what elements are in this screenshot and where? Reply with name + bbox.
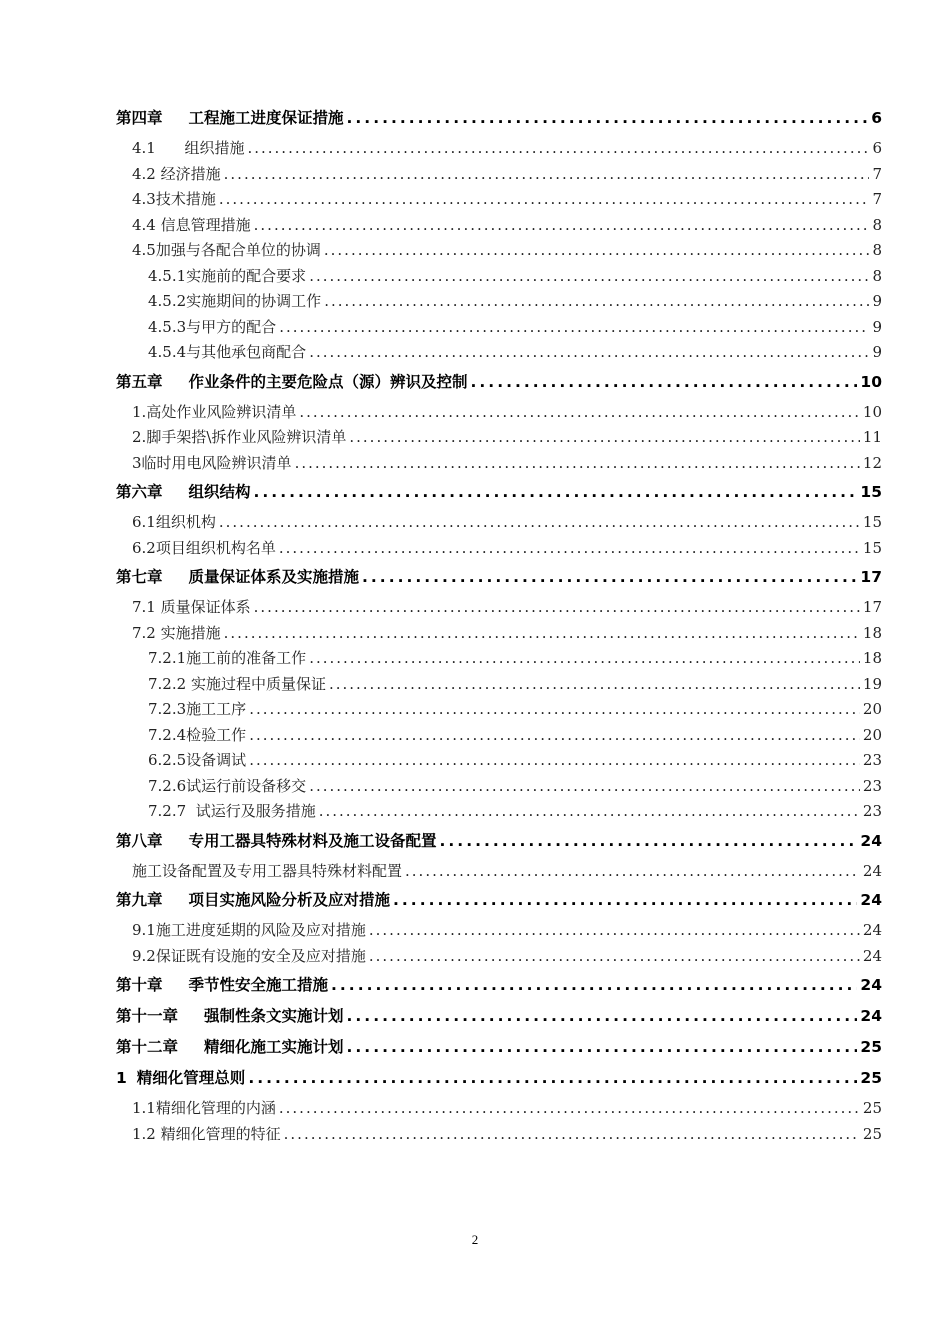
- dot-leader: [319, 799, 860, 825]
- dot-leader: [347, 105, 869, 132]
- toc-entry-title: [132, 510, 216, 536]
- dot-leader: [284, 1122, 860, 1148]
- toc-entry-number: 6.2: [132, 538, 156, 557]
- toc-chapter-entry[interactable]: [116, 828, 882, 855]
- dot-leader: [249, 723, 860, 749]
- toc-entry-number: 第九章: [116, 891, 163, 909]
- toc-entry-title: [116, 479, 251, 506]
- toc-section-entry[interactable]: [116, 799, 882, 825]
- dot-leader: [440, 828, 858, 855]
- toc-entry-text: 质量保证体系: [155, 598, 251, 616]
- toc-entry-title: [116, 564, 359, 591]
- toc-entry-title: [148, 340, 306, 366]
- toc-entry-number: 4.3: [132, 190, 156, 208]
- toc-page-number: 20: [862, 700, 882, 718]
- dot-leader: [249, 697, 860, 723]
- toc-entry-title: [132, 918, 366, 944]
- dot-leader: [254, 213, 870, 239]
- toc-chapter-entry[interactable]: [116, 564, 882, 591]
- dot-leader: [349, 425, 860, 451]
- toc-entry-text: 精细化管理的特征: [155, 1124, 281, 1143]
- toc-entry-number: 第四章: [116, 109, 163, 127]
- dot-leader: [279, 536, 860, 562]
- toc-page-number: 25: [862, 1124, 882, 1143]
- toc-entry-text: 与甲方的配合: [186, 317, 277, 336]
- toc-entry-text: 保证既有设施的安全及应对措施: [155, 946, 366, 965]
- toc-page-number: 8: [872, 266, 882, 285]
- toc-entry-title: [116, 1065, 245, 1092]
- toc-entry-title: [132, 425, 346, 451]
- toc-entry-number: 1.2: [132, 1124, 156, 1143]
- page-number: 2: [471, 1232, 479, 1247]
- toc-entry-title: [148, 774, 306, 800]
- toc-entry-text: 检验工作: [186, 725, 247, 744]
- dot-leader: [362, 564, 857, 591]
- dot-leader: [471, 369, 858, 396]
- toc-section-entry[interactable]: [116, 595, 882, 621]
- toc-entry-number: 6.2.5: [148, 751, 187, 769]
- toc-page-number: 15: [860, 483, 882, 501]
- toc-entry-number: 4.5.2: [148, 292, 187, 310]
- toc-entry-text: 高处作业风险辨识清单: [146, 402, 297, 421]
- toc-entry-number: 1.1: [132, 1099, 156, 1117]
- toc-section-entry[interactable]: [116, 136, 882, 162]
- toc-entry-title: [148, 799, 316, 825]
- toc-entry-number: 7.2.3: [148, 700, 187, 718]
- toc-page-number: 17: [860, 568, 882, 586]
- toc-chapter-entry[interactable]: [116, 479, 882, 506]
- toc-entry-number: 第八章: [116, 831, 163, 850]
- toc-page-number: 6: [871, 109, 882, 127]
- toc-entry-text: 试运行前设备移交: [186, 776, 307, 795]
- toc-entry-title: [132, 1096, 276, 1122]
- toc-entry-title: [132, 213, 251, 239]
- dot-leader: [299, 400, 860, 426]
- toc-page-number: 8: [872, 215, 882, 234]
- toc-entry-title: [132, 136, 244, 162]
- toc-entry-text: 精细化施工实施计划: [204, 1038, 344, 1056]
- toc-entry-number: 9.2: [132, 946, 156, 965]
- dot-leader: [247, 136, 869, 162]
- toc-section-entry[interactable]: [116, 672, 882, 698]
- toc-page-number: 9: [872, 317, 882, 336]
- toc-entry-text: 作业条件的主要危险点（源）辨识及控制: [188, 372, 468, 391]
- toc-page-number: 25: [862, 1099, 882, 1117]
- toc-entry-title: [148, 289, 321, 315]
- toc-chapter-entry[interactable]: [116, 972, 882, 999]
- toc-section-entry[interactable]: [116, 859, 882, 885]
- toc-section-entry[interactable]: [116, 918, 882, 944]
- toc-entry-text: 组织结构: [188, 483, 251, 501]
- toc-entry-title: [116, 369, 468, 396]
- toc-section-entry[interactable]: [116, 621, 882, 647]
- toc-entry-title: [116, 1003, 344, 1030]
- dot-leader: [295, 451, 860, 477]
- toc-page-number: 10: [860, 372, 882, 391]
- toc-section-entry[interactable]: [116, 774, 882, 800]
- toc-entry-number: 第六章: [116, 483, 163, 501]
- toc-entry-number: 4.5.3: [148, 317, 187, 336]
- toc-entry-text: 与其他承包商配合: [186, 343, 307, 361]
- toc-page-number: 7: [872, 190, 882, 208]
- dot-leader: [219, 187, 870, 213]
- toc-section-entry[interactable]: [116, 510, 882, 536]
- toc-entry-number: 4.5.1: [148, 266, 187, 285]
- toc-section-entry[interactable]: [116, 162, 882, 188]
- toc-entry-text: 经济措施: [155, 164, 221, 183]
- dot-leader: [248, 1065, 857, 1092]
- toc-entry-number: 4.4: [132, 215, 156, 234]
- toc-page-number: 24: [862, 921, 882, 939]
- toc-section-entry[interactable]: [116, 451, 882, 477]
- toc-page-number: 18: [862, 623, 882, 642]
- toc-entry-number: 7.2.2: [148, 674, 187, 693]
- toc-entry-text: 信息管理措施: [155, 215, 251, 234]
- toc-entry-number: 第十一章: [116, 1007, 179, 1025]
- toc-entry-number: 4.5.4: [148, 343, 187, 361]
- toc-entry-title: [132, 859, 402, 885]
- toc-entry-text: 强制性条文实施计划: [204, 1007, 344, 1025]
- toc-section-entry[interactable]: [116, 400, 882, 426]
- toc-section-entry[interactable]: [116, 1122, 882, 1148]
- dot-leader: [249, 748, 860, 774]
- toc-page-number: 20: [862, 725, 882, 744]
- dot-leader: [224, 162, 870, 188]
- toc-entry-number: 3: [132, 453, 142, 472]
- toc-page-number: 12: [862, 453, 882, 472]
- toc-entry-text: 项目实施风险分析及应对措施: [188, 891, 391, 909]
- toc-section-entry[interactable]: [116, 723, 882, 749]
- dot-leader: [331, 972, 857, 999]
- toc-page-number: 23: [862, 776, 882, 795]
- toc-entry-text: 实施措施: [155, 623, 221, 642]
- toc-entry-text: 临时用电风险辨识清单: [141, 453, 292, 472]
- toc-page-number: 6: [872, 139, 882, 157]
- toc-entry-number: 7.2: [132, 623, 156, 642]
- toc-page-number: 24: [862, 861, 882, 880]
- dot-leader: [279, 315, 869, 341]
- toc-section-entry[interactable]: [116, 213, 882, 239]
- toc-entry-number: 1: [116, 1069, 127, 1087]
- toc-entry-text: 实施过程中质量保证: [186, 674, 326, 693]
- toc-chapter-entry[interactable]: [116, 105, 882, 132]
- toc-page-number: 8: [872, 241, 882, 259]
- toc-entry-number: 2.: [132, 428, 147, 446]
- toc-entry-title: [116, 1034, 344, 1061]
- toc-entry-text: 精细化管理总则: [136, 1069, 246, 1087]
- dot-leader: [393, 887, 857, 914]
- dot-leader: [309, 340, 869, 366]
- toc-section-entry[interactable]: [116, 289, 882, 315]
- toc-entry-text: 实施前的配合要求: [186, 266, 307, 285]
- toc-page-number: 24: [860, 891, 882, 909]
- toc-entry-title: [116, 105, 344, 132]
- toc-entry-number: 第五章: [116, 372, 163, 391]
- dot-leader: [279, 1096, 860, 1122]
- dot-leader: [329, 672, 860, 698]
- toc-entry-title: [132, 536, 276, 562]
- toc-entry-title: [132, 595, 251, 621]
- toc-entry-text: 施工进度延期的风险及应对措施: [155, 921, 366, 939]
- toc-entry-text: 实施期间的协调工作: [186, 292, 322, 310]
- toc-entry-number: 4.2: [132, 164, 156, 183]
- toc-entry-title: [148, 748, 246, 774]
- toc-section-entry[interactable]: [116, 340, 882, 366]
- toc-page-number: 24: [860, 831, 882, 850]
- toc-page-number: 9: [872, 343, 882, 361]
- toc-entry-text: 试运行及服务措施: [186, 802, 316, 820]
- dot-leader: [254, 595, 860, 621]
- toc-page-number: 7: [872, 164, 882, 183]
- toc-chapter-entry[interactable]: [116, 1034, 882, 1061]
- toc-section-entry[interactable]: [116, 646, 882, 672]
- toc-entry-number: 第七章: [116, 568, 163, 586]
- toc-section-entry[interactable]: [116, 425, 882, 451]
- toc-entry-number: 7.1: [132, 598, 156, 616]
- dot-leader: [405, 859, 860, 885]
- toc-entry-number: 7.2.1: [148, 649, 187, 667]
- toc-entry-number: 9.1: [132, 921, 156, 939]
- toc-page-number: 24: [860, 1007, 882, 1025]
- dot-leader: [369, 944, 860, 970]
- toc-entry-number: 6.1: [132, 513, 156, 531]
- toc-entry-text: 施工工序: [186, 700, 247, 718]
- toc-section-entry[interactable]: [116, 697, 882, 723]
- toc-entry-title: [132, 451, 292, 477]
- toc-entry-number: 第十章: [116, 976, 163, 994]
- toc-page-number: 25: [860, 1069, 882, 1087]
- dot-leader: [347, 1034, 858, 1061]
- dot-leader: [309, 646, 860, 672]
- toc-page-number: 17: [862, 598, 882, 616]
- toc-page-number: 23: [862, 802, 882, 820]
- toc-entry-title: [132, 187, 216, 213]
- toc-entry-number: 第十二章: [116, 1038, 179, 1056]
- toc-chapter-entry[interactable]: [116, 887, 882, 914]
- toc-entry-number: 4.1: [132, 139, 156, 157]
- toc-page-number: 11: [862, 428, 882, 446]
- toc-entry-number: 4.5: [132, 241, 156, 259]
- dot-leader: [309, 264, 869, 290]
- toc-page-number: 23: [862, 751, 882, 769]
- toc-chapter-entry[interactable]: [116, 369, 882, 396]
- toc-page-number: 24: [862, 946, 882, 965]
- toc-section-entry[interactable]: [116, 264, 882, 290]
- toc-entry-title: [148, 723, 246, 749]
- dot-leader: [219, 510, 860, 536]
- toc-entry-title: [148, 672, 326, 698]
- toc-section-entry[interactable]: [116, 944, 882, 970]
- toc-page-number: 15: [862, 538, 882, 557]
- table-of-contents: [116, 102, 882, 1147]
- toc-entry-title: [132, 1122, 281, 1148]
- toc-entry-text: 组织措施: [155, 139, 245, 157]
- toc-page-number: 24: [860, 976, 882, 994]
- toc-chapter-entry[interactable]: [116, 1065, 882, 1092]
- toc-section-entry[interactable]: [116, 536, 882, 562]
- dot-leader: [324, 238, 870, 264]
- toc-entry-text: 工程施工进度保证措施: [188, 109, 344, 127]
- toc-entry-title: [132, 238, 321, 264]
- toc-entry-text: 脚手架搭\拆作业风险辨识清单: [146, 428, 347, 446]
- dot-leader: [324, 289, 869, 315]
- toc-page-number: 15: [862, 513, 882, 531]
- toc-entry-text: 组织机构: [155, 513, 216, 531]
- toc-page-number: 18: [862, 649, 882, 667]
- dot-leader: [309, 774, 860, 800]
- toc-entry-title: [116, 887, 390, 914]
- toc-entry-number: 1.: [132, 402, 147, 421]
- toc-page-number: 10: [862, 402, 882, 421]
- toc-page-number: 25: [860, 1038, 882, 1056]
- toc-entry-title: [116, 972, 328, 999]
- toc-page-number: 19: [862, 674, 882, 693]
- toc-section-entry[interactable]: [116, 238, 882, 264]
- toc-entry-title: [132, 162, 221, 188]
- dot-leader: [224, 621, 860, 647]
- toc-entry-text: 施工设备配置及专用工器具特殊材料配置: [132, 861, 403, 880]
- toc-entry-text: 季节性安全施工措施: [188, 976, 329, 994]
- toc-entry-title: [148, 646, 306, 672]
- toc-entry-text: 技术措施: [155, 190, 216, 208]
- toc-section-entry[interactable]: [116, 1096, 882, 1122]
- toc-entry-number: 7.2.4: [148, 725, 187, 744]
- toc-entry-number: 7.2.7: [148, 802, 187, 820]
- toc-entry-text: 项目组织机构名单: [155, 538, 276, 557]
- toc-entry-title: [132, 621, 221, 647]
- dot-leader: [347, 1003, 858, 1030]
- toc-section-entry[interactable]: [116, 315, 882, 341]
- toc-entry-text: 加强与各配合单位的协调: [155, 241, 321, 259]
- toc-entry-title: [132, 400, 296, 426]
- toc-entry-title: [116, 828, 437, 855]
- toc-entry-text: 精细化管理的内涵: [155, 1099, 276, 1117]
- toc-entry-title: [148, 264, 306, 290]
- toc-entry-text: 设备调试: [186, 751, 247, 769]
- toc-entry-text: 专用工器具特殊材料及施工设备配置: [188, 831, 437, 850]
- dot-leader: [254, 479, 858, 506]
- toc-section-entry[interactable]: [116, 187, 882, 213]
- toc-chapter-entry[interactable]: [116, 1003, 882, 1030]
- toc-entry-title: [132, 944, 366, 970]
- toc-entry-text: 施工前的准备工作: [186, 649, 307, 667]
- toc-entry-title: [148, 315, 276, 341]
- toc-entry-text: 质量保证体系及实施措施: [188, 568, 360, 586]
- toc-page-number: 9: [872, 292, 882, 310]
- toc-entry-number: 7.2.6: [148, 776, 187, 795]
- toc-entry-title: [148, 697, 246, 723]
- toc-section-entry[interactable]: [116, 748, 882, 774]
- dot-leader: [369, 918, 860, 944]
